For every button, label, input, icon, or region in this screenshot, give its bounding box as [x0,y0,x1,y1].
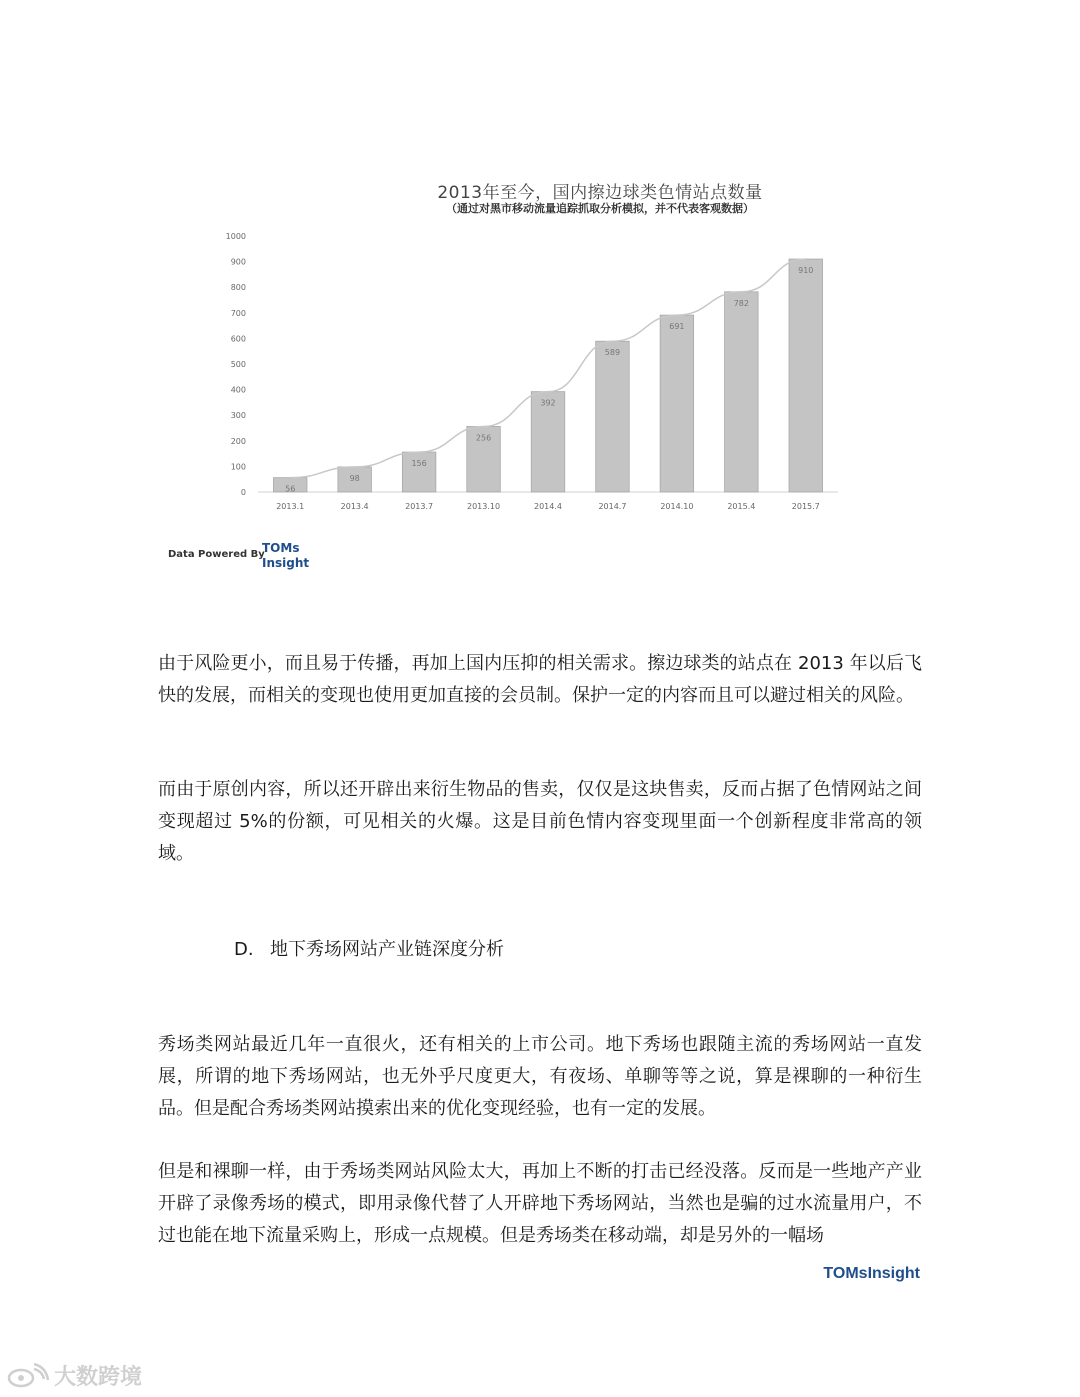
x-tick-label: 2015.7 [791,502,820,511]
section-label: D. [234,939,254,960]
y-tick-label: 900 [230,257,246,267]
x-tick-label: 2013.1 [276,502,305,511]
x-tick-label: 2013.7 [405,502,434,511]
bar-value-label: 910 [798,266,814,276]
logo-line-1: TOMs [262,541,300,555]
paragraph-2: 而由于原创内容，所以还开辟出来衍生物品的售卖，仅仅是这块售卖，反而占据了色情网站之间变现超过 5%的份额，可见相关的火爆。这是目前色情内容变现里面一个创新程度非常高的领域。 [158,779,922,864]
logo-line-2: Insight [262,556,310,570]
bar-value-label: 589 [604,348,621,358]
weibo-eye-icon [6,1363,50,1389]
y-tick-label: 0 [240,488,246,497]
y-tick-label: 600 [230,334,246,344]
y-tick-label: 100 [230,462,246,472]
watermark [6,1360,142,1391]
chart-title: 2013年至今，国内擦边球类色情站点数量 [437,183,763,203]
bar-value-label: 56 [285,484,296,494]
bar [596,341,630,492]
section-heading [234,934,504,966]
y-tick-label: 300 [230,411,246,421]
watermark-text: 大数跨境 [54,1365,143,1390]
paragraph-3: 秀场类网站最近几年一直很火，还有相关的上市公司。地下秀场也跟随主流的秀场网站一直发展，所谓的地下秀场网站，也无外乎尺度更大，有夜场、单聊等等之说，算是裸聊的一种衍生品。但是配合秀场类网站摸索出来的优化变现经验，也有一定的发展。 [158,1034,922,1119]
bar-chart [0,0,1080,530]
y-tick-label: 1000 [225,232,246,241]
section-title: 地下秀场网站产业链深度分析 [270,939,504,960]
y-tick-label: 800 [230,283,246,293]
footer-logo: TOMsInsight [823,1265,920,1282]
bar-value-label: 156 [411,459,427,469]
x-tick-label: 2015.4 [727,502,756,511]
bar-value-label: 392 [540,398,556,408]
bar-value-label: 98 [349,473,360,483]
bar-value-label: 256 [475,433,492,443]
bar [402,452,436,492]
x-tick-label: 2014.4 [534,502,562,511]
chart-subtitle: （通过对黑市移动流量追踪抓取分析模拟，并不代表客观数据） [446,202,754,215]
x-tick-label: 2014.7 [598,502,627,511]
y-tick-label: 200 [230,436,246,446]
bar-value-label: 782 [733,298,749,308]
bar [789,259,823,492]
x-tick-label: 2013.10 [467,502,501,511]
bar [660,315,694,492]
data-credit-label: Data Powered By [168,549,265,560]
x-tick-label: 2013.4 [340,502,369,511]
paragraph-1: 由于风险更小，而且易于传播，再加上国内压抑的相关需求。擦边球类的站点在 2013 年以后飞快的发展，而相关的变现也使用更加直接的会员制。保护一定的内容而且可以避过相关的风险。 [158,653,922,706]
bar [725,292,759,492]
y-tick-label: 400 [230,385,246,395]
toms-insight-logo [262,541,332,571]
x-tick-label: 2014.10 [660,502,694,511]
y-tick-label: 700 [230,308,246,318]
y-tick-label: 500 [230,360,246,369]
bar-value-label: 691 [669,322,685,332]
paragraph-4: 但是和裸聊一样，由于秀场类网站风险太大，再加上不断的打击已经没落。反而是一些地产产业开辟了录像秀场的模式，即用录像代替了人开辟地下秀场网站，当然也是骗的过水流量用户，不过也能在地下流量采购上，形成一点规模。但是秀场类在移动端，却是另外的一幅场 [158,1161,922,1246]
